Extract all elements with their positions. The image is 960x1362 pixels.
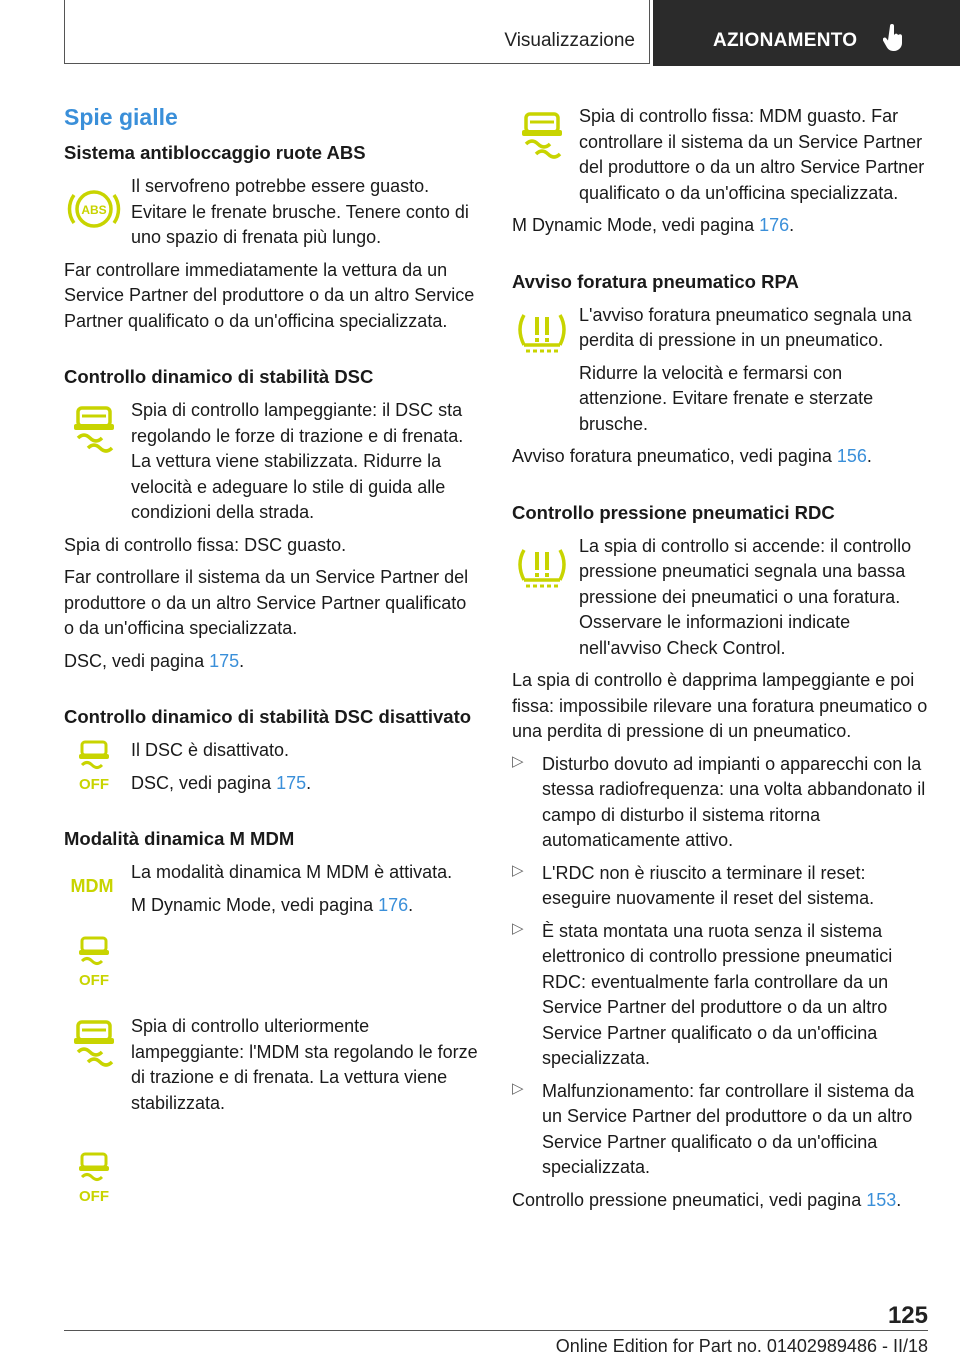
dsc-off-icon-2 <box>64 934 124 990</box>
bullet-triangle-icon: ▷ <box>512 752 524 770</box>
header-chapter-tab <box>653 0 960 66</box>
rdc-bullet-text-3: È stata montata una ruota senza il sistema elettronico di controllo pressione pneumatici RDC: eventualmente farla controllare da un Service Partner del produttore o da un altro Service Partner qualificato o da un'officina specializzata. <box>542 920 893 1068</box>
mdm-title: Modalità dinamica M MDM <box>64 828 295 849</box>
rpa-text-1: L'avviso foratura pneumatico segnala una perdita di pressione in un pneumatico. <box>579 304 912 350</box>
right-column <box>512 104 928 1213</box>
hand-pointer-icon <box>883 24 905 52</box>
rdc-block <box>512 500 928 1214</box>
dsc-off-icon-label: OFF <box>79 776 109 793</box>
mdm-fault-row <box>512 104 928 206</box>
dsc-off-ref <box>131 771 480 797</box>
dsc-off-title: Controllo dinamico di stabilità DSC disattivato <box>64 706 472 727</box>
rdc-bullet-text-4: Malfunzionamento: far controllare il sistema da un Service Partner del produttore o da un altro Service Partner qualificato o da un'officina specializzata. <box>542 1080 915 1177</box>
mdm-row <box>64 860 480 918</box>
rpa-row <box>512 303 928 438</box>
rpa-ref-text: Avviso foratura pneumatico, vedi pagina <box>512 446 837 466</box>
dsc-car-skid-icon-3 <box>512 108 572 164</box>
header-section-box <box>64 0 650 64</box>
abs-text-1: Il servofreno potrebbe essere guasto. Evitare le frenate brusche. Tenere conto di uno spazio di frenata più lungo. <box>131 176 469 247</box>
dsc-text-1: Spia di controllo lampeggiante: il DSC sta regolando le forze di trazione e di frenata. La vettura viene stabilizzata. Ridurre la velocità e adeguare lo stile di guida alle condizioni della strada. <box>131 400 464 522</box>
dsc-ref-text: DSC, vedi pagina <box>64 650 210 671</box>
mdm-icon <box>64 870 124 900</box>
footer-divider <box>64 1330 928 1331</box>
mdm-block <box>64 826 480 1214</box>
left-column <box>64 100 480 1214</box>
bullet-triangle-icon: ▷ <box>512 1079 524 1097</box>
dsc-off-text-1: Il DSC è disattivato. <box>131 740 290 760</box>
rdc-bullet-2 <box>512 861 928 912</box>
rdc-title: Controllo pressione pneumatici RDC <box>512 501 835 523</box>
dsc-block <box>64 364 480 674</box>
dsc-page-link[interactable]: 175 <box>209 650 240 671</box>
dsc-off-icon <box>64 738 124 794</box>
abs-warning-icon <box>64 182 124 236</box>
rdc-text-1: La spia di controllo si accende: il controllo pressione pneumatici segnala una bassa pressione dei pneumatici o una foratura. Osservare le informazioni indicate nell'avviso Check Control. <box>579 535 912 658</box>
mdm-icon-label: MDM <box>70 876 114 896</box>
rdc-bullet-3 <box>512 919 928 1072</box>
abs-block <box>64 140 480 334</box>
dsc-title: Controllo dinamico di stabilità DSC <box>64 366 374 387</box>
mdm-fault-ref-end: . <box>789 215 795 235</box>
dsc-text-2: Spia di controllo fissa: DSC guasto. <box>64 534 347 555</box>
mdm-off-icon-label: OFF <box>79 972 109 989</box>
tire-pressure-warning-icon-2 <box>512 544 572 594</box>
mdm-fault-page-link[interactable]: 176 <box>759 215 790 235</box>
dsc-off-page-link[interactable]: 175 <box>276 772 307 793</box>
abs-text-2: Far controllare immediatamente la vettura da un Service Partner del produttore o da un altro Service Partner qualificato o da un'officina specializzata. <box>64 259 475 331</box>
dsc-off-icon-3 <box>64 1150 124 1206</box>
rdc-bullet-text-1: Disturbo dovuto ad impianti o apparecchi con la stessa radiofrequenza: una volta abbandonato il campo di disturbo il sistema ritorna automaticamente attivo. <box>542 753 926 850</box>
dsc-car-skid-icon <box>64 402 124 458</box>
rpa-text-2: Ridurre la velocità e fermarsi con attenzione. Evitare frenate e sterzate brusche. <box>579 362 874 434</box>
dsc-off-row <box>64 738 480 796</box>
rdc-bullet-text-2: L'RDC non è riuscito a terminare il reset: eseguire nuovamente il reset del sistema. <box>542 862 875 908</box>
mdm-fault-text: Spia di controllo fissa: MDM guasto. Far controllare il sistema da un Service Partner del produttore o da un altro Service Partner qualificato o da un'officina specializzata. <box>579 106 925 203</box>
mdm-off-icon-row-2 <box>64 1134 480 1214</box>
mdm-off-icon-label-2: OFF <box>79 1188 109 1205</box>
mdm-off-icon-row <box>64 924 480 1000</box>
mdm-text-2: Spia di controllo ulteriormente lampeggiante: l'MDM sta regolando le forze di trazione e di frenata. La vettura viene stabilizzata. <box>131 1016 478 1113</box>
rdc-bullet-1 <box>512 752 928 854</box>
dsc-off-ref-end: . <box>306 772 312 793</box>
page-header <box>64 0 960 66</box>
dsc-ref <box>64 649 480 675</box>
rdc-ref-end: . <box>896 1189 902 1210</box>
rdc-bullet-4 <box>512 1079 928 1181</box>
dsc-off-ref-text: DSC, vedi pagina <box>131 772 277 793</box>
header-chapter-title: AZIONAMENTO <box>713 30 858 51</box>
mdm-ref <box>131 893 480 919</box>
mdm-fault-ref-text: M Dynamic Mode, vedi pagina <box>512 215 760 235</box>
mdm-flash-row <box>64 1014 480 1116</box>
bullet-triangle-icon: ▷ <box>512 919 524 937</box>
dsc-ref-end: . <box>239 650 245 671</box>
rpa-ref <box>512 444 928 470</box>
header-section-title: Visualizzazione <box>504 30 635 51</box>
dsc-row <box>64 398 480 526</box>
mdm-page-link[interactable]: 176 <box>378 894 409 915</box>
rpa-ref-end: . <box>866 446 872 466</box>
rpa-page-link[interactable]: 156 <box>836 446 867 466</box>
mdm-ref-end: . <box>408 894 414 915</box>
page-number: 125 <box>887 1302 928 1329</box>
tire-pressure-warning-icon <box>512 309 572 359</box>
rpa-block <box>512 269 928 470</box>
rdc-row <box>512 534 928 662</box>
dsc-text-3: Far controllare il sistema da un Service Partner del produttore o da un altro Service Partner qualificato o da un'officina specializzata. <box>64 567 469 638</box>
footer-edition: Online Edition for Part no. 01402989486 - II/18 <box>555 1336 928 1356</box>
abs-title: Sistema antibloccaggio ruote ABS <box>64 142 366 163</box>
dsc-off-block <box>64 704 480 796</box>
abs-icon-label: ABS <box>81 203 107 217</box>
rpa-title: Avviso foratura pneumatico RPA <box>512 270 799 292</box>
dsc-car-skid-icon-2 <box>64 1016 124 1072</box>
abs-row <box>64 174 480 251</box>
mdm-fault-ref <box>512 213 928 239</box>
mdm-ref-text: M Dynamic Mode, vedi pagina <box>131 894 379 915</box>
rdc-ref-text: Controllo pressione pneumatici, vedi pagina <box>512 1189 867 1210</box>
rdc-page-link[interactable]: 153 <box>866 1189 897 1210</box>
rdc-ref <box>512 1188 928 1214</box>
section-title: Spie gialle <box>64 104 178 130</box>
mdm-text-1: La modalità dinamica M MDM è attivata. <box>131 862 453 882</box>
rdc-text-2: La spia di controllo è dapprima lampeggiante e poi fissa: impossibile rilevare una foratura pneumatico o una perdita di pressione di un pneumatico. <box>512 670 928 741</box>
bullet-triangle-icon: ▷ <box>512 861 524 879</box>
